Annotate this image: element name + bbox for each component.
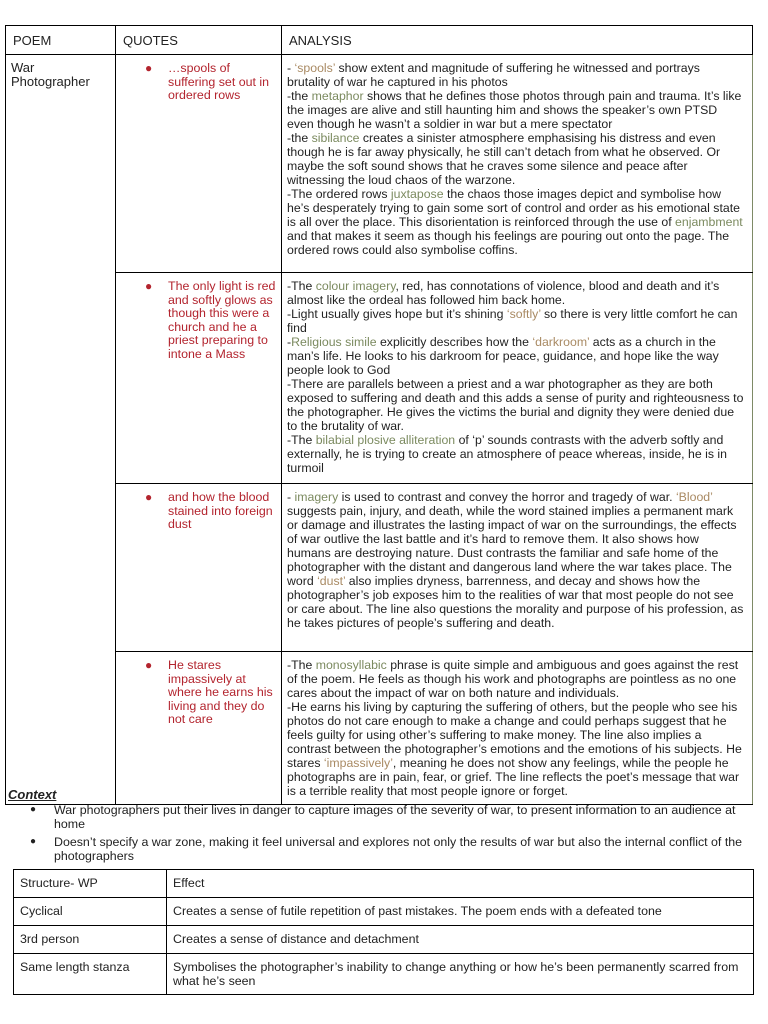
analysis-paragraph — [287, 658, 746, 700]
analysis-paragraph — [287, 377, 746, 433]
analysis-paragraph — [287, 187, 746, 257]
quote-item — [122, 280, 276, 361]
bullet-icon: ● — [30, 836, 37, 847]
analysis-cell — [282, 652, 753, 805]
context-heading: Context — [8, 787, 57, 802]
analysis-text-run: and that makes it seem as though his feelings are pouring out onto the page. The ordered rows could also symbolise coffins. — [287, 229, 730, 257]
list-item — [28, 835, 752, 863]
analysis-paragraph — [287, 490, 746, 630]
analysis-paragraph — [287, 335, 746, 377]
quote-item — [122, 62, 276, 103]
quote-text: …spools of suffering set out in ordered rows — [168, 61, 270, 102]
bullet-icon: ● — [145, 279, 153, 293]
analysis-text-run: is used to contrast and convey the horror and tragedy of war. — [338, 490, 676, 504]
analysis-paragraph — [287, 131, 746, 187]
analysis-text-run: -There are parallels between a priest and a war photographer as they are both exposed to suffering and death and this adds a sense of purity and righteousness to the photographer. He gives the victims the burial and dignity they were denied due to the brutality of war. — [287, 377, 744, 433]
table-row — [6, 484, 753, 652]
analysis-text-run: -The — [287, 279, 316, 293]
analysis-text — [287, 61, 746, 257]
analysis-text-run: of ‘p’ sounds contrasts with the adverb softly and externally, he is trying to create an atmosphere of peace whereas, inside, he is in turmoil — [287, 433, 727, 475]
analysis-text-run: also implies dryness, barrenness, and decay and shows how the photographer’s job exposes him to the realities of war that most people do not see or care about. The line also questions the morality and purpose of his profession, as he takes pictures of people’s suffering and death. — [287, 574, 744, 630]
poem-analysis-table — [5, 25, 753, 805]
list-item — [28, 803, 752, 831]
analysis-text-run: suggests pain, injury, and death, while the word stained implies a permanent mark or damage and illustrates the lasting impact of war on the surroundings, the effects of war outlive the last battle and it’s hard to remove them. It also shows how humans are destroying nature. Dust contrasts the familiar and safe home of the photographer with the distant and dangerous land where the war takes place. The word — [287, 504, 737, 588]
table-header-row — [6, 26, 753, 55]
quote-text: He stares impassively at where he earns his living and they do not care — [168, 658, 273, 726]
quoted-word: ‘softly’ — [506, 307, 541, 321]
literary-term: Religious simile — [291, 335, 377, 349]
structure-feature: 3rd person — [14, 926, 167, 954]
table-row — [14, 954, 754, 995]
structure-effect: Creates a sense of distance and detachment — [167, 926, 754, 954]
analysis-cell — [282, 273, 753, 484]
analysis-text-run: acts as a church in the man’s life. He looks to his darkroom for peace, guidance, and hope like the way people look to God — [287, 335, 719, 377]
header-analysis: ANALYSIS — [282, 26, 753, 55]
bullet-icon: ● — [30, 804, 37, 815]
literary-term: colour imagery — [315, 279, 396, 293]
analysis-text — [287, 658, 746, 798]
analysis-text-run: , red, has connotations of violence, blood and death and it’s almost like the ordeal has followed him back home. — [287, 279, 720, 307]
structure-feature: Same length stanza — [14, 954, 167, 995]
analysis-text-run: explicitly describes how the — [376, 335, 533, 349]
quote-cell — [116, 55, 282, 273]
header-quotes: QUOTES — [116, 26, 282, 55]
analysis-text-run: -The — [287, 658, 316, 672]
quoted-word: ‘darkroom’ — [532, 335, 590, 349]
analysis-text-run: -the — [287, 89, 312, 103]
analysis-text-run: , meaning he does not show any feelings, while the people he photographs are in pain, fear, or grief. The line reflects the poet’s message that war is a terrible reality that most people ignore or forget. — [287, 756, 740, 798]
table-row — [14, 870, 754, 898]
analysis-text-run: - — [287, 490, 295, 504]
analysis-text-run: -He earns his living by capturing the suffering of others, but the people who see his photos do not care enough to make a change and could perhaps suggest that he feels guilty for using other’s suffering to make money. The line also implies a contrast between the photographer’s emotions and the emotions of his subjects. He stares — [287, 700, 742, 770]
context-item-text: War photographers put their lives in danger to capture images of the severity of war, to present information to an audience at home — [54, 803, 736, 831]
structure-effect: Creates a sense of futile repetition of past mistakes. The poem ends with a defeated tone — [167, 898, 754, 926]
quoted-word: ‘dust’ — [317, 574, 346, 588]
analysis-text-run: - — [287, 335, 292, 349]
header-poem: POEM — [6, 26, 116, 55]
analysis-text-run: creates a sinister atmosphere emphasising his distress and even though he is far away physically, he still can’t detach from what he observed. Or maybe the soft sound shows that he craves some silence and peace after witnessing the loud chaos of the warzone. — [287, 131, 721, 187]
table-row — [14, 926, 754, 954]
analysis-text-run: -the — [287, 131, 312, 145]
literary-term: juxtapose — [390, 187, 444, 201]
quote-cell — [116, 484, 282, 652]
bullet-icon: ● — [145, 61, 153, 75]
analysis-text-run: so there is very little comfort he can find — [287, 307, 738, 335]
literary-term: sibilance — [311, 131, 360, 145]
structure-feature: Cyclical — [14, 898, 167, 926]
quote-item — [122, 659, 276, 727]
analysis-text-run: shows that he defines those photos through pain and trauma. It’s like the images are alive and still haunting him and shows the speaker’s own PTSD even though he wasn’t a soldier in war but a mere spectator — [287, 89, 742, 131]
quoted-word: ‘spools’ — [294, 61, 336, 75]
quote-item — [122, 491, 276, 532]
analysis-paragraph — [287, 279, 746, 307]
context-list — [28, 803, 752, 867]
structure-effect-table — [13, 869, 754, 995]
analysis-text-run: -Light usually gives hope but it’s shining — [287, 307, 507, 321]
table-row — [6, 55, 753, 273]
quote-cell — [116, 652, 282, 805]
analysis-text-run: -The — [287, 433, 316, 447]
analysis-text — [287, 279, 746, 475]
quote-cell — [116, 273, 282, 484]
quote-text: and how the blood stained into foreign dust — [168, 490, 273, 531]
structure-effect: Symbolises the photographer’s inability to change anything or how he’s been permanently scarred from what he’s seen — [167, 954, 754, 995]
analysis-cell — [282, 55, 753, 273]
analysis-cell — [282, 484, 753, 652]
quote-text: The only light is red and softly glows as though this were a church and he a priest preparing to intone a Mass — [168, 279, 276, 361]
quoted-word: ‘Blood’ — [675, 490, 713, 504]
analysis-paragraph — [287, 89, 746, 131]
literary-term: enjambment — [675, 215, 743, 229]
literary-term: imagery — [294, 490, 339, 504]
analysis-text — [287, 490, 746, 630]
analysis-paragraph — [287, 61, 746, 89]
analysis-paragraph — [287, 433, 746, 475]
bullet-icon: ● — [145, 490, 153, 504]
analysis-text-run: phrase is quite simple and ambiguous and goes against the rest of the poem. He feels as though his work and photographs are pointless as no one cares about the impact of war on both nature and individuals. — [287, 658, 739, 700]
analysis-text-run: the chaos those images depict and symbolise how he’s desperately trying to gain some sort of control and order as his emotional state is all over the place. This disorientation is reinforced through the use of — [287, 187, 740, 229]
table-row — [6, 652, 753, 805]
analysis-text-run: - — [287, 61, 295, 75]
poem-title: War Photographer — [6, 55, 116, 805]
context-item-text: Doesn’t specify a war zone, making it feel universal and explores not only the results of war but also the internal conflict of the photographers — [54, 835, 743, 863]
quoted-word: ‘impassively’ — [323, 756, 393, 770]
structure-feature: Structure- WP — [14, 870, 167, 898]
table-row — [6, 273, 753, 484]
structure-effect: Effect — [167, 870, 754, 898]
analysis-text-run: -The ordered rows — [287, 187, 391, 201]
literary-term: metaphor — [311, 89, 364, 103]
literary-term: monosyllabic — [315, 658, 387, 672]
literary-term: bilabial plosive alliteration — [315, 433, 456, 447]
analysis-paragraph — [287, 700, 746, 798]
analysis-paragraph — [287, 307, 746, 335]
analysis-text-run: show extent and magnitude of suffering he witnessed and portrays brutality of war he captured in his photos — [287, 61, 700, 89]
table-row — [14, 898, 754, 926]
bullet-icon: ● — [145, 658, 153, 672]
